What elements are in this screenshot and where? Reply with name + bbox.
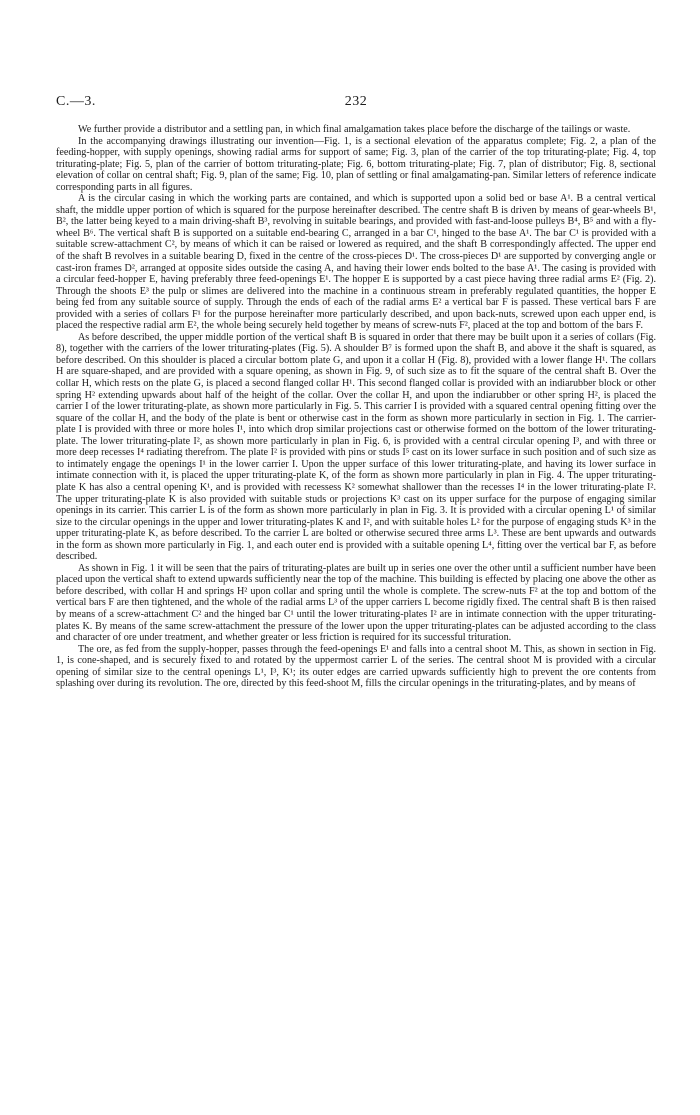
- page-number: 232: [344, 94, 368, 109]
- paragraph: We further provide a distributor and a settling pan, in which final amalgamation takes place before the discharge of the tailings or waste.: [78, 124, 631, 135]
- body-text: [56, 124, 656, 690]
- paragraph: The ore, as fed from the supply-hopper, passes through the feed-openings E¹ and falls into a central shoot M. This, as shown in section in Fig. 1, is cone-shaped, and is securely fixed to and rotated by the uppermost carrier L of the series. The central shoot M is provided with a circular opening of similar size to the central openings L¹, I³, K¹; its outer edges are carried upwards sufficiently high to prevent the ore contents from splashing over during its revolution. The ore, directed by this feed-shoot M, fills the circular openings in the triturating-plates, and by means of: [56, 643, 656, 690]
- paragraph: In the accompanying drawings illustrating our invention—Fig. 1, is a sectional elevation of the apparatus complete; Fig. 2, a plan of the feeding-hopper, with supply openings, showing radial arms for support of same; Fig. 3, plan of the carrier of the top triturating-plate; Fig. 4, top triturating-plate; Fig. 5, plan of the carrier of bottom triturating-plate; Fig. 6, bottom triturating-plate; Fig. 7, plan of distributor; Fig. 8, sectional elevation of collar on central shaft; Fig. 9, plan of the same; Fig. 10, plan of settling or final amalgamating-pan. Similar letters of reference indicate corresponding parts in all figures.: [56, 135, 656, 193]
- document-code: C.—3.: [56, 94, 96, 109]
- page-header: [56, 94, 656, 114]
- paragraph: As before described, the upper middle portion of the vertical shaft B is squared in order that there may be built upon it a series of collars (Fig. 8), together with the carriers of the lower triturating-plates (Fig. 5). A shoulder B⁷ is formed upon the shaft B, and above it the shaft is squared, as before described. On this shoulder is placed a circular bottom plate G, and upon it a collar H (Fig. 8), provided with a lower flange H¹. The collars H are square-shaped, and are provided with a square opening, as shown in Fig. 9, of such size as to fit the square of the central shaft B. Over the collar H, which rests on the plate G, is placed a second flanged collar H¹. This second flanged collar is provided with an indiarubber block or other spring H² extending upwards about half of the height of the collar. Over the collar H, and upon the indiarubber or other spring H², is placed the carrier I of the lower triturating-plate, as shown more particularly in Fig. 5. This carrier I is provided with a squared central opening fitting over the square of the collar H, and the body of the plate is bent or otherwise cast in the form as shown more particularly in section in Fig. 1. The carrier-plate I is provided with three or more holes I¹, into which drop similar projections cast or otherwise formed on the bottom of the lower triturating-plate. The lower triturating-plate I², as shown more particularly in plan in Fig. 6, is provided with a central circular opening I³, and with three or more deep recesses I⁴ radiating therefrom. The plate I² is provided with pins or studs I⁵ cast on its lower surface in such position and of such size as to intimately engage the openings I¹ in the lower carrier I. Upon the upper surface of this lower triturating-plate, and having its lower surface in intimate connection with it, is placed the upper triturating-plate K, of the form as shown more particularly in plan in Fig. 4. The upper triturating-plate K has also a central opening K¹, and is provided with recessess K² somewhat shallower than the recesses I⁴ in the lower triturating-plate I². The upper triturating-plate K is also provided with suitable studs or projections K³ cast on its upper surface for the purpose of engaging similar openings in its carrier. This carrier L is of the form as shown more particularly in plan in Fig. 3. It is provided with a circular opening L¹ of similar size to the circular openings in the upper and lower triturating-plates K and I², and with suitable holes L² for the purpose of engaging studs K³ in the upper triturating-plate K, as before described. To the carrier L are bolted or otherwise secured three arms L³. These are bent upwards and outwards in the form as shown more particularly in Fig. 1, and each outer end is provided with a suitable opening L⁴, fitting over the vertical bar F, as before described.: [56, 331, 656, 563]
- paragraph: A is the circular casing in which the working parts are contained, and which is supported upon a solid bed or base A¹. B a central vertical shaft, the middle upper portion of which is squared for the purpose hereinafter described. The centre shaft B is driven by means of gear-wheels B¹, B², the latter being keyed to a main driving-shaft B³, revolving in suitable bearings, and provided with fast-and-loose pulleys B⁴, B⁵ and with a fly-wheel B⁶. The vertical shaft B is supported on a suitable end-bearing C, arranged in a bar C¹, hinged to the base A¹. The bar C¹ is provided with a suitable screw-attachment C², by means of which it can be raised or lowered as required, and the shaft B correspondingly affected. The upper end of the shaft B revolves in a suitable bearing D, fixed in the centre of the cross-pieces D¹. The cross-pieces D¹ are supported by converging angle or cast-iron frames D², arranged at opposite sides outside the casing A, and having their lower ends bolted to the base A¹. The casing is provided with a circular feed-hopper E, having preferably three feed-openings E¹. The hopper E is supported by a cast piece having three radial arms E² (Fig. 2). Through the shoots E³ the pulp or slimes are delivered into the machine in a continuous stream in preferably regulated quantities, the hopper E being fed from any suitable source of supply. Through the ends of each of the radial arms E² a vertical bar F is passed. These vertical bars F are provided with a series of collars F¹ for the purpose hereinafter more particularly described, and upon back-nuts, screwed upon each upper end, is placed the respective radial arm E², the whole being securely held together by means of screw-nuts F², placed at the top and bottom of the bars F.: [56, 193, 656, 332]
- paragraph: As shown in Fig. 1 it will be seen that the pairs of triturating-plates are built up in series one over the other until a sufficient number have been placed upon the vertical shaft to extend upwards sufficiently near the top of the machine. This building is effected by placing one above the other as before described, with collar H and springs H² upon collar and spring until the whole is complete. The screw-nuts F² at the top and bottom of the vertical bars F are then tightened, and the whole of the radial arms L³ of the upper carriers L become rigidly fixed. The central shaft B is then raised by means of a screw-attachment C² and the hinged bar C¹ until the lower triturating-plates I² are in intimate connection with the upper triturating-plates K. By means of the same screw-attachment the pressure of the lower upon the upper triturating-plates can be adjusted according to the class and character of ore under treatment, and whether greater or less friction is required for its successful trituration.: [56, 562, 656, 644]
